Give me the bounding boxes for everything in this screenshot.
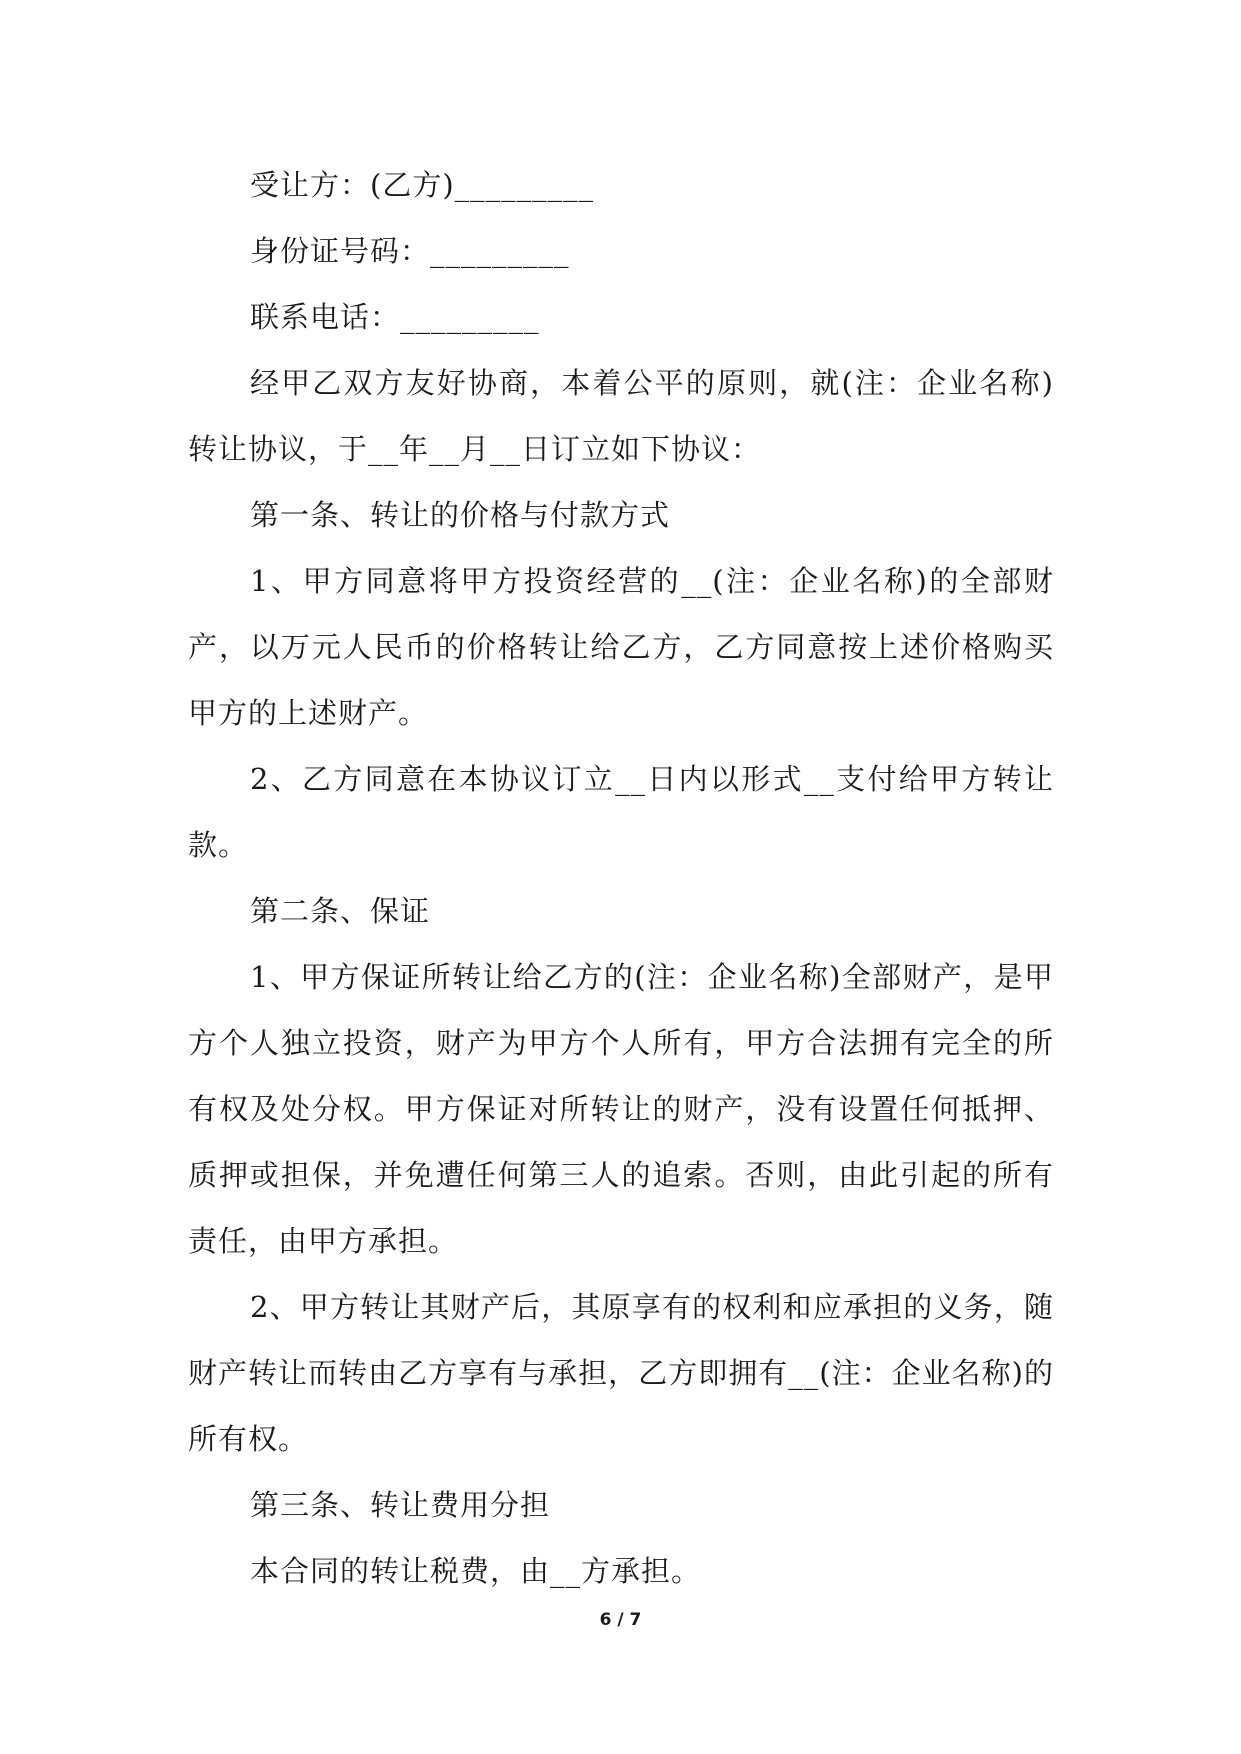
article-2-clause-2: 2、甲方转让其财产后，其原享有的权利和应承担的义务，随财产转让而转由乙方享有与承担，乙方即拥有__(注：企业名称)的所有权。	[188, 1290, 1054, 1456]
article-2-heading: 第二条、保证	[250, 894, 431, 928]
article-3-heading: 第三条、转让费用分担	[250, 1488, 551, 1522]
article-2-clause-1: 1、甲方保证所转让给乙方的(注：企业名称)全部财产，是甲方个人独立投资，财产为甲方个人所有，甲方合法拥有完全的所有权及处分权。甲方保证对所转让的财产，没有设置任何抵押、质押或担保，并免遭任何第三人的追索。否则，由此引起的所有责任，由甲方承担。	[188, 960, 1054, 1258]
article-1-clause-2: 2、乙方同意在本协议订立__日内以形式__支付给甲方转让款。	[188, 762, 1054, 862]
transferee-line: 受让方：(乙方)_________	[250, 168, 595, 202]
document-body	[188, 152, 1054, 1604]
page-number: 6 / 7	[599, 1610, 642, 1630]
article-1-heading: 第一条、转让的价格与付款方式	[250, 498, 671, 532]
article-1-clause-1: 1、甲方同意将甲方投资经营的__(注：企业名称)的全部财产，以万元人民币的价格转让给乙方，乙方同意按上述价格购买甲方的上述财产。	[188, 564, 1054, 730]
id-number-line: 身份证号码：_________	[250, 234, 570, 268]
preamble-paragraph: 经甲乙双方友好协商，本着公平的原则，就(注：企业名称)转让协议，于__年__月__日订立如下协议：	[188, 366, 1054, 466]
article-3-clause: 本合同的转让税费，由__方承担。	[250, 1554, 702, 1588]
phone-line: 联系电话：_________	[250, 300, 540, 334]
